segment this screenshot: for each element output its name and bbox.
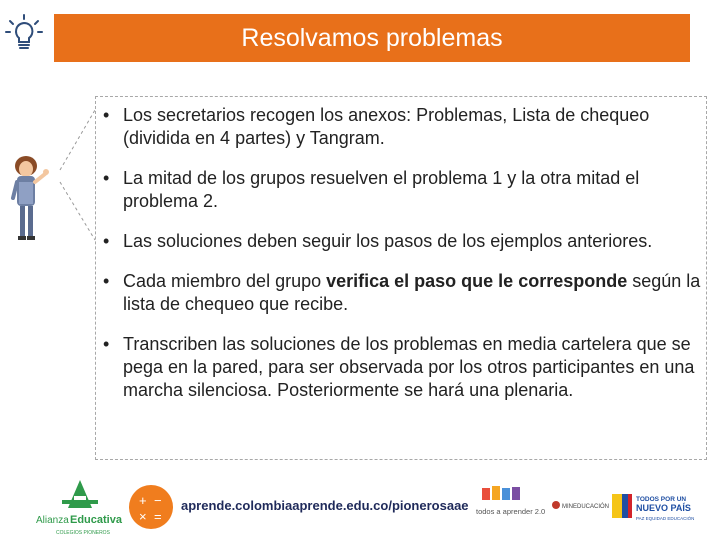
alianza-word1: Alianza bbox=[36, 515, 69, 526]
bullet-symbol: • bbox=[103, 168, 110, 188]
mineducacion-logo bbox=[550, 494, 610, 516]
list-item-text-after: según la lista de chequeo que recibe. bbox=[123, 271, 701, 314]
math-operations-icon bbox=[128, 484, 174, 530]
mineducacion-text: MINEDUCACIÓN bbox=[562, 504, 610, 510]
gobierno-line2: NUEVO PAÍS bbox=[636, 503, 691, 513]
list-item-text: Las soluciones deben seguir los pasos de los ejemplos anteriores. bbox=[123, 231, 653, 251]
list-item bbox=[101, 230, 705, 253]
list-item-text-bold: verifica el paso que le corresponde bbox=[326, 271, 628, 291]
bullet-symbol: • bbox=[103, 105, 110, 125]
title-bar bbox=[54, 14, 690, 62]
bullet-symbol: • bbox=[103, 334, 110, 354]
alianza-sub: COLEGIOS PIONEROS bbox=[56, 530, 110, 536]
list-item-text: Los secretarios recogen los anexos: Problemas, Lista de chequeo (dividida en 4 partes) y Tangram. bbox=[123, 105, 650, 148]
list-item-text: Transcriben las soluciones de los problemas en media cartelera que se pega en la pared, para ser observada por los otros participantes en una marcha silenciosa. Posteriormente se hará una plenaria. bbox=[123, 334, 695, 400]
bullet-symbol: • bbox=[103, 231, 110, 251]
list-item-text-before: Cada miembro del grupo bbox=[123, 271, 327, 291]
bullet-symbol: • bbox=[103, 271, 110, 291]
teacher-illustration bbox=[8, 152, 58, 246]
footer-url-link[interactable]: aprende.colombiaaprende.edu.co/pionerosaae bbox=[181, 498, 469, 513]
calc-times: × bbox=[139, 509, 147, 524]
list-item bbox=[101, 270, 705, 316]
list-item bbox=[101, 333, 705, 402]
list-item bbox=[101, 104, 705, 150]
alianza-educativa-logo bbox=[34, 478, 126, 538]
calc-equals: = bbox=[154, 509, 162, 524]
gobierno-logo bbox=[608, 488, 708, 528]
calc-plus: + bbox=[139, 493, 147, 508]
list-item-text: La mitad de los grupos resuelven el problema 1 y la otra mitad el problema 2. bbox=[123, 168, 640, 211]
todos-text: todos a aprender 2.0 bbox=[476, 507, 546, 516]
gobierno-line3: PAZ EQUIDAD EDUCACIÓN bbox=[636, 516, 695, 521]
bullet-list bbox=[101, 104, 705, 419]
calc-minus: − bbox=[154, 493, 162, 508]
page-title: Resolvamos problemas bbox=[241, 23, 503, 52]
alianza-word2: Educativa bbox=[70, 514, 122, 526]
gobierno-line1: TODOS POR UN bbox=[636, 496, 687, 503]
lightbulb-icon bbox=[4, 12, 48, 56]
list-item bbox=[101, 167, 705, 213]
todos-a-aprender-logo bbox=[474, 484, 544, 524]
